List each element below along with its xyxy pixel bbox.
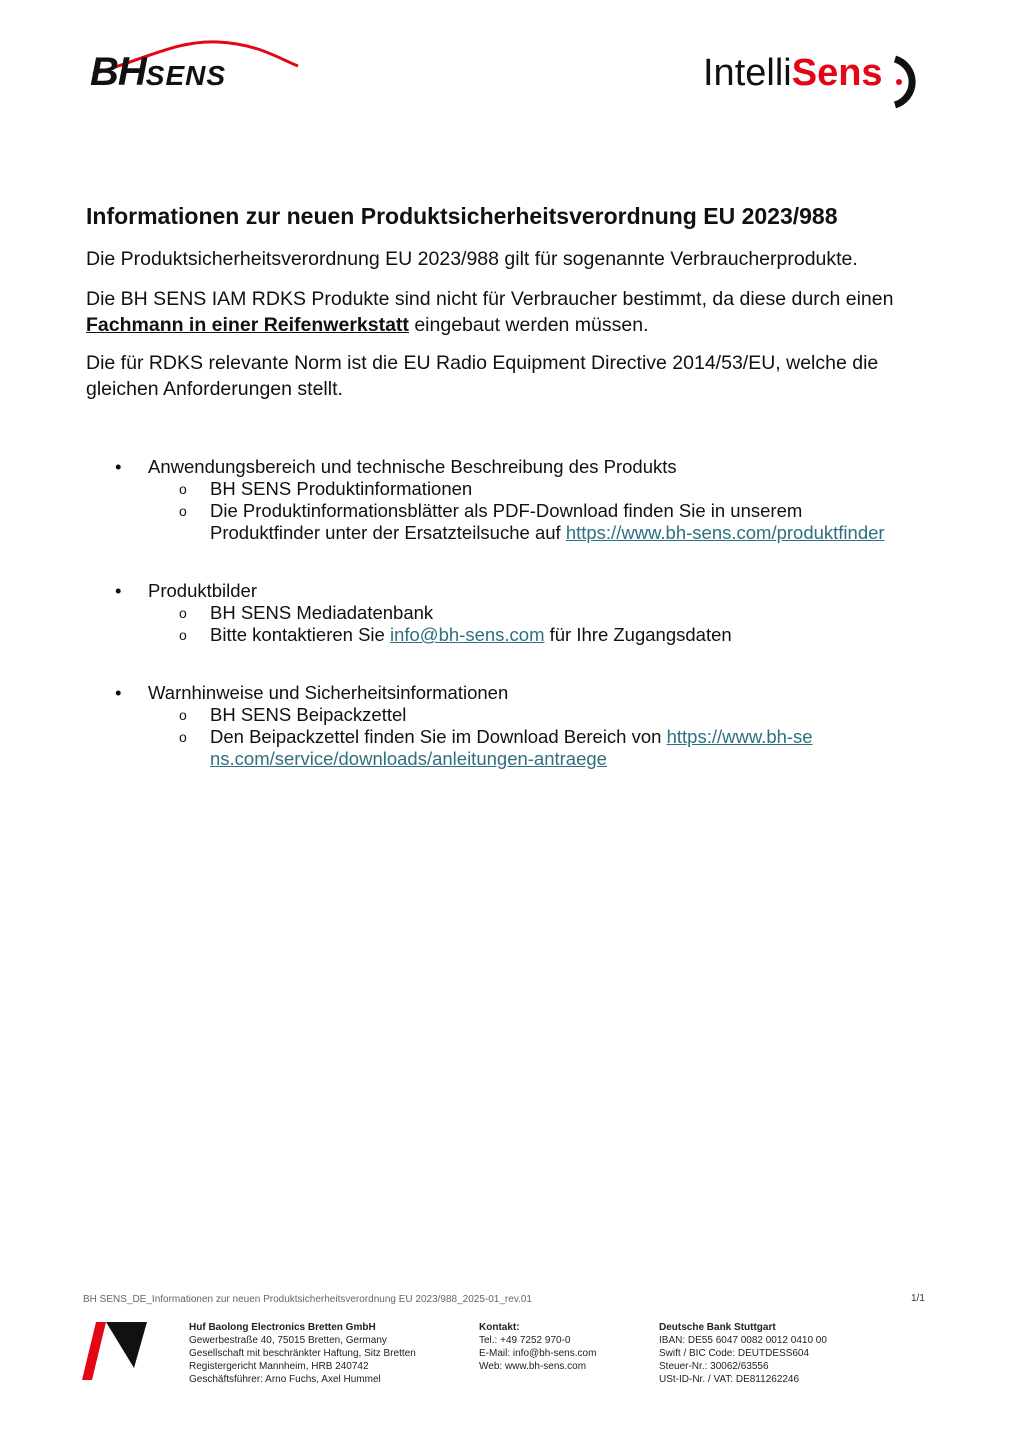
sub-list-item: o BH SENS Produktinformationen [179,478,473,499]
bh-sens-logo [88,38,303,98]
company-line: Registergericht Mannheim, HRB 240742 [189,1361,369,1372]
company-line: Geschäftsführer: Arno Fuchs, Axel Hummel [189,1374,381,1385]
bullet-list-2 [115,580,915,646]
sub-item-text: BH SENS Mediadatenbank [210,602,434,623]
sub-list-item: o BH SENS Beipackzettel [179,704,407,725]
bank-title: Deutsche Bank Stuttgart [659,1322,776,1333]
sub-item-text: Den Beipackzettel finden Sie im Download Bereich von [210,726,667,747]
logo-text-sens: Sens [791,52,883,94]
contact-line: E-Mail: info@bh-sens.com [479,1348,597,1359]
footer-bank [659,1321,827,1386]
paragraph-3: Die für RDKS relevante Norm ist die EU Radio Equipment Directive 2014/53/EU, welche die gleichen Anforderungen stellt. [86,352,879,400]
list-item: • Warnhinweise und Sicherheitsinformationen [115,682,815,704]
list-item: • Produktbilder [115,580,915,602]
tire-ring-icon [891,54,921,110]
sub-item-text: BH SENS Produktinformationen [210,478,473,499]
footer-company [189,1321,416,1386]
produktfinder-link[interactable]: https://www.bh-sens.com/produktfinder [565,522,885,543]
p2-emphasis: Fachmann in einer Reifenwerkstatt [86,314,409,336]
contact-line: Web: www.bh-sens.com [479,1361,587,1372]
p2-text-after: eingebaut werden müssen. [408,314,649,336]
footer-contact [479,1321,596,1373]
bank-line: IBAN: DE55 6047 0082 0012 0410 00 [659,1335,827,1346]
email-link[interactable]: info@bh-sens.com [389,624,545,645]
company-line: Gesellschaft mit beschränkter Haftung, Sitz Bretten [189,1348,416,1359]
sub-item-text: Die Produktinformationsblätter als PDF-Download finden Sie in unserem Produktfinder unter der Ersatzteilsuche auf [210,500,803,543]
bank-line: Swift / BIC Code: DEUTDESS604 [659,1348,810,1359]
bank-line: USt-ID-Nr. / VAT: DE811262246 [659,1374,800,1385]
bullet-list-1 [115,456,915,544]
logo-text-sens: SENS [145,60,227,91]
company-line: Gewerbestraße 40, 75015 Bretten, Germany [189,1335,387,1346]
paragraph-2 [86,286,946,338]
contact-line: Tel.: +49 7252 970-0 [479,1335,571,1346]
logo-text-bh: BH [90,50,146,94]
downloads-link[interactable]: https://www.bh-sens.com/service/downloads/anleitungen-antraege [210,726,813,769]
document-reference: BH SENS_DE_Informationen zur neuen Produktsicherheitsverordnung EU 2023/988_2025-01_rev.01 [83,1294,532,1305]
sub-list-item: o BH SENS Mediadatenbank [179,602,434,623]
sub-item-text: BH SENS Beipackzettel [210,704,407,725]
logo-text-intelli: Intelli [703,52,792,94]
sub-item-text-after: für Ihre Zugangsdaten [544,624,732,645]
company-name: Huf Baolong Electronics Bretten GmbH [189,1322,376,1333]
footer-logo-icon [82,1322,148,1382]
bank-line: Steuer-Nr.: 30062/63556 [659,1361,769,1372]
paragraph-1: Die Produktsicherheitsverordnung EU 2023/988 gilt für sogenannte Verbraucherprodukte. [86,248,858,270]
sub-item-text: Bitte kontaktieren Sie [210,624,390,645]
sub-list-item: o Den Beipackzettel finden Sie im Download Bereich von https://www.bh-sens.com/service/downloads/anleitungen-antraege [179,726,813,769]
p2-text: Die BH SENS IAM RDKS Produkte sind nicht für Verbraucher bestimmt, da diese durch einen [86,288,894,310]
contact-title: Kontakt: [479,1322,520,1333]
list-item: • Anwendungsbereich und technische Beschreibung des Produkts [115,456,915,478]
sub-list-item: o Die Produktinformationsblätter als PDF-Download finden Sie in unserem Produktfinder unter der Ersatzteilsuche auf https://www.bh-sens.com/produktfinder [179,500,885,543]
page-number: 1/1 [911,1293,925,1304]
intellisens-logo [703,52,923,112]
page-title: Informationen zur neuen Produktsicherheitsverordnung EU 2023/988 [86,203,838,229]
sub-list-item: o Bitte kontaktieren Sie info@bh-sens.com für Ihre Zugangsdaten [179,624,732,645]
bullet-list-3 [115,682,815,770]
